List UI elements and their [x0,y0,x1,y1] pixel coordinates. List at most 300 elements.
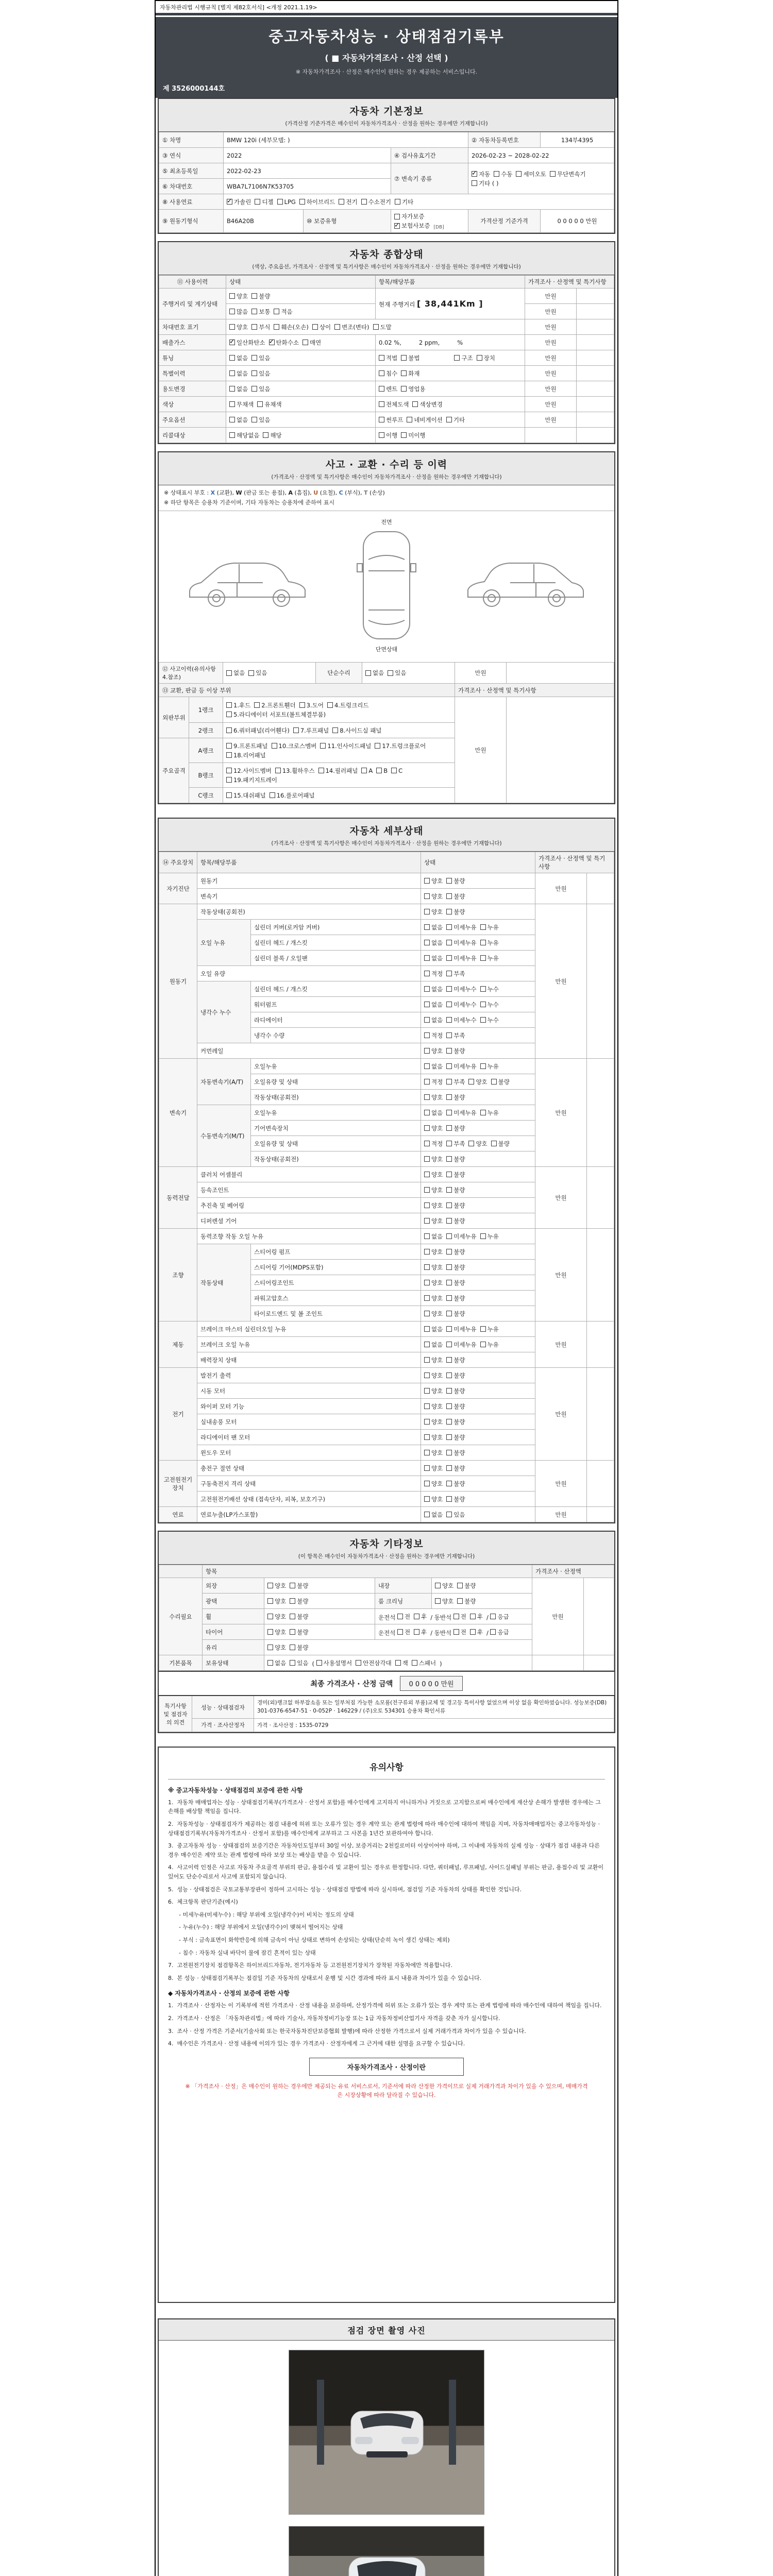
checkbox[interactable] [290,1629,295,1635]
checkbox[interactable] [446,1125,452,1131]
option-label: 없음 [237,416,248,423]
checkbox[interactable] [332,727,338,733]
checkbox[interactable] [446,417,452,422]
checkbox[interactable] [457,1598,463,1604]
checkbox[interactable] [303,340,308,345]
checkbox[interactable] [229,293,235,299]
checkbox[interactable] [424,1280,430,1285]
checkbox[interactable] [480,955,486,961]
option-label: 누유 [487,1109,499,1116]
checkbox[interactable] [229,324,235,330]
option [424,1480,443,1488]
checkbox[interactable] [412,401,418,407]
checkbox[interactable] [453,1614,459,1619]
checkbox[interactable] [424,1311,430,1316]
checkbox[interactable] [453,1629,459,1635]
row-state [421,1430,535,1445]
row-state [421,997,535,1012]
checkbox[interactable] [229,432,235,438]
option-label: 사용설명서 [323,1659,352,1667]
checkbox[interactable] [226,727,232,733]
checkbox[interactable] [446,1419,452,1425]
checkbox[interactable] [379,401,384,407]
option [446,416,465,424]
option-label: 해당없음 [237,431,260,439]
checkbox[interactable] [424,1063,430,1069]
checkbox[interactable] [267,1660,273,1666]
holding-label: 보유상태 [203,1655,264,1671]
checkbox[interactable] [365,670,371,676]
option [490,1628,509,1636]
option [424,1418,443,1426]
checkbox[interactable] [376,768,382,773]
emission-price: 만원 [525,335,577,350]
option-label: 불량 [453,1047,465,1055]
checkbox[interactable] [267,1598,273,1604]
checkbox[interactable] [480,1342,486,1347]
checkbox[interactable] [401,432,407,438]
option-label: 미세누수 [453,1001,477,1008]
checkbox[interactable] [424,986,430,992]
option [480,1232,499,1241]
row-state [421,1043,535,1059]
checkbox[interactable] [394,214,400,219]
option [248,669,267,677]
checkbox[interactable] [226,777,232,783]
rank1-options [223,697,455,723]
checkbox[interactable] [446,1311,452,1316]
checkbox[interactable] [424,1094,430,1100]
option-label: 없음 [431,1341,443,1348]
checkbox[interactable] [424,893,430,899]
checkbox[interactable] [424,1481,430,1486]
checkbox[interactable] [229,340,235,345]
checkbox[interactable] [414,1614,419,1619]
checkbox[interactable] [424,1326,430,1332]
checkbox[interactable] [424,1295,430,1301]
option [229,323,248,331]
option [446,1495,465,1503]
checkbox[interactable] [361,768,367,773]
checkbox[interactable] [251,417,257,422]
checkbox[interactable] [267,1614,273,1619]
row-item: 클러치 어셈블리 [197,1167,421,1182]
checkbox[interactable] [229,309,235,314]
checkbox[interactable] [229,401,235,407]
checkbox[interactable] [468,1141,474,1146]
checkbox[interactable] [375,743,380,749]
checkbox[interactable] [446,955,452,961]
group-remark [587,1059,614,1167]
checkbox[interactable] [379,355,384,361]
row-item: 등속조인트 [197,1182,421,1198]
checkbox[interactable] [254,702,260,708]
checkbox[interactable] [229,386,235,392]
checkbox[interactable] [446,1357,452,1363]
checkbox[interactable] [480,940,486,945]
checkbox[interactable] [446,878,452,884]
checkbox[interactable] [480,1233,486,1239]
checkbox[interactable] [424,924,430,930]
checkbox[interactable] [397,1614,403,1619]
checkbox[interactable] [299,702,305,708]
checkbox[interactable] [424,1187,430,1193]
checkbox[interactable] [272,743,277,749]
checkbox[interactable] [373,324,379,330]
checkbox[interactable] [550,171,556,177]
checkbox[interactable] [446,1156,452,1162]
checkbox[interactable] [446,924,452,930]
checkbox[interactable] [446,1187,452,1193]
option-label: 적정 [431,970,443,977]
checkbox[interactable] [226,670,232,676]
checkbox[interactable] [424,1156,430,1162]
checkbox[interactable] [361,199,367,205]
checkbox[interactable] [470,1614,476,1619]
checkbox[interactable] [401,370,407,376]
option [373,323,392,331]
checkbox[interactable] [424,1496,430,1502]
row-state [421,1198,535,1213]
checkbox[interactable] [446,1295,452,1301]
checkbox[interactable] [457,1583,463,1588]
checkbox[interactable] [435,1583,441,1588]
checkbox[interactable] [290,1583,295,1588]
checkbox[interactable] [446,1512,452,1517]
option-label: 9.프론트패널 [233,742,268,750]
checkbox[interactable] [275,768,281,773]
checkbox[interactable] [226,768,232,773]
record-number: 제 3526000144호 [163,85,225,93]
checkbox[interactable] [435,1598,441,1604]
checkbox[interactable] [229,370,235,376]
checkbox[interactable] [414,1629,419,1635]
checkbox[interactable] [395,199,400,205]
option-label: 있음 [259,385,271,393]
checkbox[interactable] [424,1434,430,1440]
checkbox[interactable] [446,1063,452,1069]
recall-detail [376,428,525,443]
option [274,308,292,316]
checkbox[interactable] [379,432,384,438]
option [267,1597,286,1605]
option-label: 기타 [453,416,465,423]
checkbox[interactable] [424,1512,430,1517]
panel-section-label: ⑬ 교환, 판금 등 이상 부위 [159,684,455,697]
checkbox[interactable] [424,1264,430,1270]
checkbox[interactable] [424,1079,430,1084]
option-label: 없음 [237,354,248,362]
checkbox[interactable] [494,171,499,177]
checkbox[interactable] [424,955,430,961]
checkbox[interactable] [446,1032,452,1038]
checkbox[interactable] [391,768,397,773]
option [446,1279,465,1287]
option-label: 불량 [297,1643,309,1651]
checkbox[interactable] [468,1079,474,1084]
option-label: 세미오토 [523,170,546,178]
checkbox[interactable] [446,1434,452,1440]
checkbox[interactable] [255,199,260,205]
checkbox[interactable] [267,1645,273,1650]
checkbox[interactable] [424,971,430,976]
checkbox[interactable] [424,1342,430,1347]
checkbox[interactable] [293,727,299,733]
checkbox[interactable] [480,1326,486,1332]
checkbox[interactable] [480,1063,486,1069]
checkbox[interactable] [446,1450,452,1455]
checkbox[interactable] [490,1614,496,1619]
repair-remark [584,1578,614,1655]
checkbox[interactable] [480,1002,486,1007]
option-label: 양호 [275,1582,287,1589]
checkbox[interactable] [401,386,407,392]
checkbox[interactable] [251,293,257,299]
checkbox[interactable] [263,432,268,438]
checkbox[interactable] [277,199,283,205]
checkbox[interactable] [251,324,257,330]
checkbox[interactable] [490,1629,496,1635]
option-label: 없음 [431,939,443,946]
checkbox[interactable] [446,1233,452,1239]
row-state [421,1059,535,1074]
detail-title: 자동차 세부상태 [349,825,424,837]
option-label: 이행 [386,431,398,439]
checkbox[interactable] [226,702,232,708]
notice-item: 1. 자동차 매매업자는 성능 · 상태점검기록부(가격조사 · 산정서 포함)를 매수인에게 고지하지 아니하거나 거짓으로 고지함으로써 매수인에게 재산상 손해가 발생한 경우에는 그 손해를 배상할 책임을 집니다. [168,1799,603,1815]
checkbox[interactable] [424,1141,430,1146]
checkbox[interactable] [397,1629,403,1635]
checkbox[interactable] [446,940,452,945]
checkbox[interactable] [446,1110,452,1115]
option [424,923,443,931]
option-label: 양호 [431,1495,443,1503]
row-item: 와이퍼 모터 기능 [197,1399,421,1414]
checkbox[interactable] [472,171,477,177]
checkbox[interactable] [446,1249,452,1255]
checkbox[interactable] [379,386,384,392]
option-label: 해당 [270,431,282,439]
checkbox[interactable] [454,355,460,361]
option [226,776,277,784]
checkbox[interactable] [446,971,452,976]
option-label: 불량 [498,1140,510,1147]
option-label: 불량 [453,1155,465,1163]
checkbox[interactable] [424,878,430,884]
option [379,354,397,362]
checkbox[interactable] [395,1660,401,1666]
option-label: 불량 [453,1433,465,1441]
checkbox[interactable] [424,940,430,945]
checkbox[interactable] [446,1264,452,1270]
checkbox[interactable] [274,324,279,330]
checkbox[interactable] [424,1450,430,1455]
emission-values: 0.02 %, 2 ppm, % [376,335,525,350]
checkbox[interactable] [424,1110,430,1115]
checkbox[interactable] [491,1141,497,1146]
checkbox[interactable] [424,1249,430,1255]
checkbox[interactable] [446,1218,452,1224]
checkbox[interactable] [388,670,393,676]
checkbox[interactable] [290,1614,295,1619]
checkbox[interactable] [424,1465,430,1471]
option-label: 양호 [431,1201,443,1209]
checkbox[interactable] [226,792,232,798]
checkbox[interactable] [267,1583,273,1588]
checkbox[interactable] [480,986,486,992]
row-item: 워터펌프 [251,997,421,1012]
checkbox[interactable] [290,1645,295,1650]
checkbox[interactable] [229,417,235,422]
checkbox[interactable] [299,199,305,205]
checkbox[interactable] [446,1172,452,1177]
option [379,400,409,409]
checkbox[interactable] [446,1202,452,1208]
checkbox[interactable] [407,417,412,422]
checkbox[interactable] [312,324,318,330]
checkbox[interactable] [251,355,257,361]
checkbox[interactable] [226,743,232,749]
checkbox[interactable] [446,1465,452,1471]
checkbox[interactable] [424,1419,430,1425]
checkbox[interactable] [412,1660,417,1666]
option-label: 4.트렁크리드 [334,701,369,709]
option-label: 양호 [431,1480,443,1487]
checkbox[interactable] [316,1660,322,1666]
checkbox[interactable] [446,1326,452,1332]
checkbox[interactable] [424,1125,430,1131]
checkbox[interactable] [424,1048,430,1054]
checkbox[interactable] [401,355,407,361]
option [270,791,315,800]
option [424,892,443,901]
row-state [421,1151,535,1167]
checkbox[interactable] [226,711,232,717]
checkbox[interactable] [446,1481,452,1486]
checkbox[interactable] [446,1280,452,1285]
option [446,1325,476,1333]
checkbox[interactable] [424,1357,430,1363]
checkbox[interactable] [446,1079,452,1084]
checkbox[interactable] [424,1218,430,1224]
option [468,1140,487,1148]
checkbox[interactable] [446,1342,452,1347]
option [424,1263,443,1272]
checkbox[interactable] [480,1017,486,1023]
option-label: 16.플로어패널 [276,791,315,799]
row-item: 실린더 커버(로커암 커버) [251,920,421,935]
checkbox[interactable] [269,340,275,345]
checkbox[interactable] [446,1388,452,1394]
checkbox[interactable] [424,1388,430,1394]
row-item: 실린더 헤드 / 개스킷 [251,935,421,951]
option [480,1325,499,1333]
option-label: 불량 [464,1582,476,1589]
checkbox[interactable] [491,1079,497,1084]
checkbox[interactable] [424,1172,430,1177]
checkbox[interactable] [446,1141,452,1146]
checkbox[interactable] [480,1110,486,1115]
option-label: 수동 [501,170,513,178]
checkbox[interactable] [424,1032,430,1038]
checkbox[interactable] [424,1002,430,1007]
checkbox[interactable] [227,199,232,205]
row-state [421,1275,535,1291]
checkbox[interactable] [424,1233,430,1239]
special-price: 만원 [525,366,577,381]
checkbox[interactable] [290,1598,295,1604]
checkbox[interactable] [446,909,452,914]
option [316,1659,352,1667]
checkbox[interactable] [446,1002,452,1007]
checkbox[interactable] [446,1372,452,1378]
checkbox[interactable] [356,1660,361,1666]
tire-options [264,1624,375,1640]
checkbox[interactable] [394,223,400,229]
checkbox[interactable] [446,1094,452,1100]
checkbox[interactable] [257,401,263,407]
checkbox[interactable] [327,702,333,708]
checkbox[interactable] [446,893,452,899]
checkbox[interactable] [446,1048,452,1054]
checkbox[interactable] [251,370,257,376]
checkbox[interactable] [226,752,232,758]
checkbox[interactable] [379,370,384,376]
checkbox[interactable] [424,1403,430,1409]
option-label: 양호 [275,1643,287,1651]
checkbox[interactable] [320,743,326,749]
checkbox[interactable] [446,986,452,992]
photos-title: 점검 장면 촬영 사진 [347,2325,426,2335]
checkbox[interactable] [379,417,384,422]
warranty-suffix: [DB] [433,225,444,230]
checkbox[interactable] [516,171,522,177]
option [424,1109,443,1117]
option-label: 누유 [487,1341,499,1348]
model-year-label: ③ 연식 [159,148,224,163]
checkbox[interactable] [339,199,344,205]
checkbox[interactable] [270,792,275,798]
checkbox[interactable] [229,355,235,361]
option-label: 양호 [442,1582,454,1589]
checkbox[interactable] [267,1629,273,1635]
basic-info-table [159,132,614,233]
checkbox[interactable] [446,1496,452,1502]
checkbox[interactable] [251,386,257,392]
checkbox[interactable] [334,324,340,330]
checkbox[interactable] [290,1660,295,1666]
checkbox[interactable] [251,309,257,314]
checkbox[interactable] [424,1202,430,1208]
option-label: 누유 [487,954,499,962]
checkbox[interactable] [274,309,279,314]
checkbox[interactable] [446,1017,452,1023]
checkbox[interactable] [470,1629,476,1635]
checkbox[interactable] [424,1372,430,1378]
checkbox[interactable] [424,909,430,914]
checkbox[interactable] [248,670,254,676]
option-label: 수소전기 [368,198,392,206]
checkbox[interactable] [318,768,324,773]
checkbox[interactable] [480,924,486,930]
option-label: 보험사보증 [401,222,430,229]
checkbox[interactable] [472,180,477,186]
checkbox[interactable] [477,355,482,361]
group-remark [587,1229,614,1321]
checkbox[interactable] [424,1017,430,1023]
option [277,198,296,206]
checkbox[interactable] [446,1403,452,1409]
